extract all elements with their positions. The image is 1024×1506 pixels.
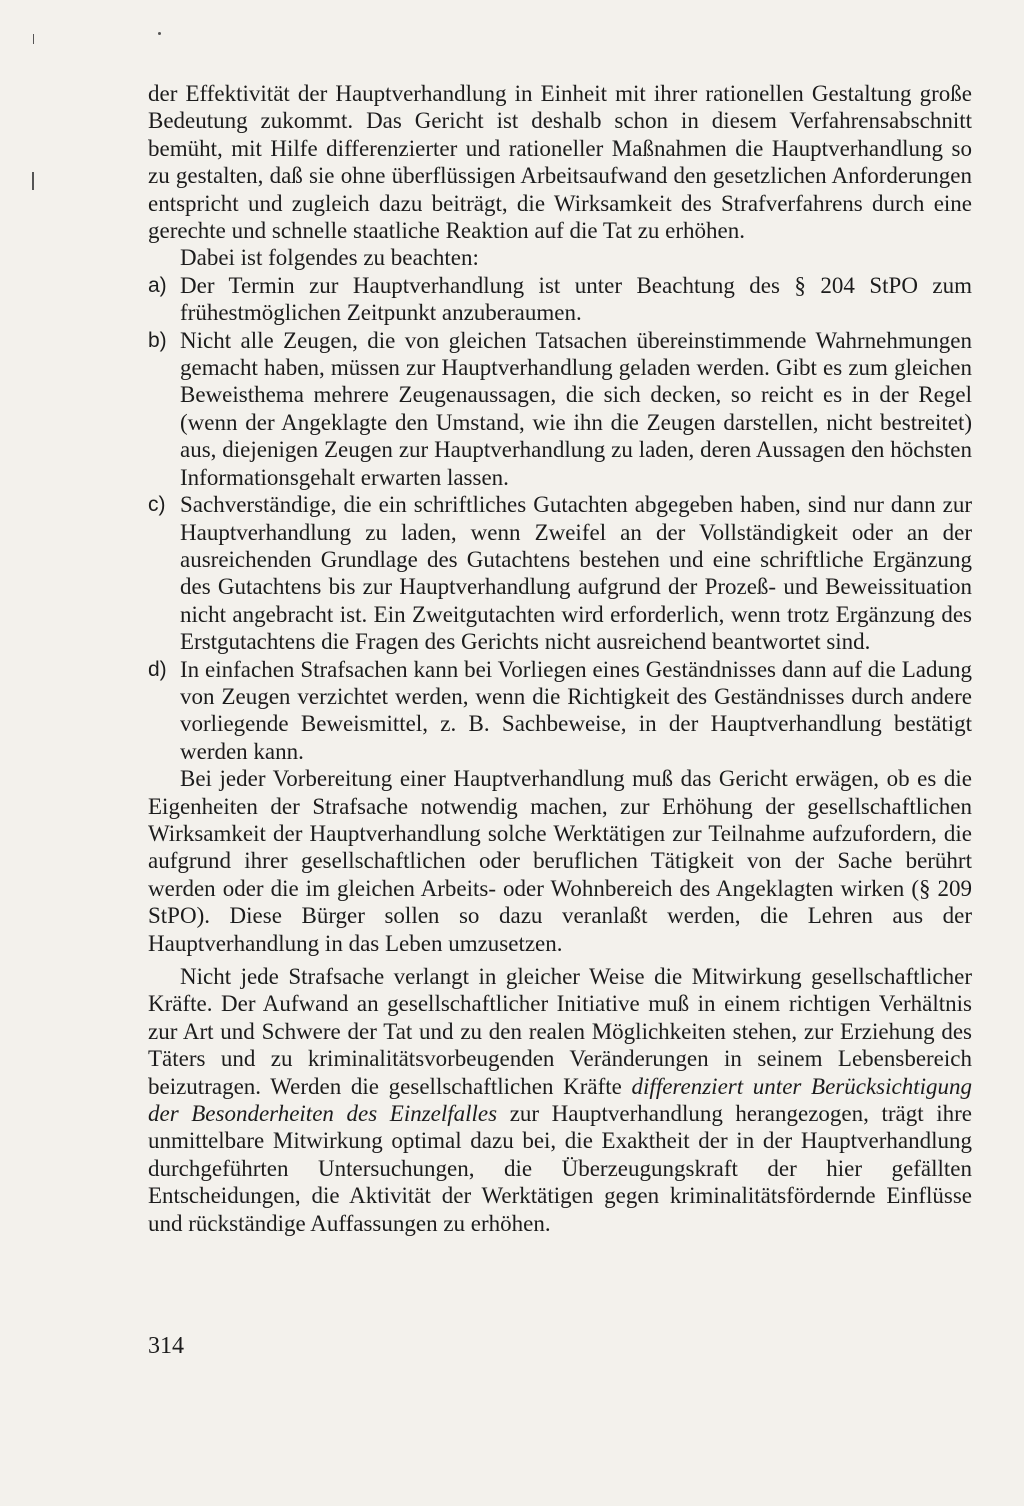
paragraph-social-forces xyxy=(148,963,972,1237)
list-item-c xyxy=(148,491,972,655)
scan-mark-dot xyxy=(158,32,161,35)
paragraph-text-part: Nicht jede Strafsache verlangt in gleicher Weise die Mitwirkung gesellschaftlicher Kräfte. Der Aufwand an gesellschaftlicher Initiative muß in einem richtigen Verhältnis zur Art und Schwere der Tat und zu den realen Möglichkeiten stehen, zur Erziehung des Täters und zu kriminalitätsvorbeugenden Veränderungen in seinem Lebensbereich beizutragen. Werden die gesellschaftlichen Kräfte xyxy=(148,964,972,1099)
requirement-list xyxy=(148,272,972,765)
list-item-text: In einfachen Strafsachen kann bei Vorliegen eines Geständnisses dann auf die Ladung von Zeugen verzichtet werden, wenn die Richtigkeit des Geständnisses durch andere vorliegende Beweismittel, z. B. Sachbeweise, in der Hauptverhandlung bestätigt werden kann. xyxy=(180,656,972,764)
document-page xyxy=(148,80,972,1237)
paragraph-participation: Bei jeder Vorbereitung einer Hauptverhandlung muß das Gericht erwägen, ob es die Eigenheiten der Strafsache notwendig machen, zur Erhöhung der gesellschaftlichen Wirksamkeit der Hauptverhandlung solche Werktätigen zur Teilnahme aufzufordern, die aufgrund ihrer gesellschaftlichen oder beruflichen Tätigkeit von der Sache berührt werden oder die im gleichen Arbeits- oder Wohnbereich des Angeklagten wirken (§ 209 StPO). Diese Bürger sollen so dazu veranlaßt werden, die Lehren aus der Hauptverhandlung in das Leben umzusetzen. xyxy=(148,766,972,956)
list-item-a xyxy=(148,272,972,327)
scan-mark-line xyxy=(32,172,34,190)
list-item-text: Der Termin zur Hauptverhandlung ist unter Beachtung des § 204 StPO zum frühestmöglichen Zeitpunkt anzuberaumen. xyxy=(180,272,972,326)
list-marker: c) xyxy=(148,493,166,517)
list-intro: Dabei ist folgendes zu beachten: xyxy=(180,245,479,271)
list-item-text: Nicht alle Zeugen, die von gleichen Tatsachen übereinstimmende Wahrnehmungen gemacht haben, müssen zur Hauptverhandlung geladen werden. Gibt es zum gleichen Beweisthema mehrere Zeugenaussagen, die sich decken, so reicht es in der Regel (wenn der Angeklagte den Umstand, wie ihn die Zeugen darstellen, nicht bestreitet) aus, diejenigen Zeugen zur Hauptverhandlung zu laden, deren Aussagen den höchsten Informationsgehalt erwarten lassen. xyxy=(180,327,972,490)
scan-mark-top xyxy=(33,34,34,44)
list-item-d xyxy=(148,656,972,766)
list-item-text: Sachverständige, die ein schriftliches Gutachten abgegeben haben, sind nur dann zur Hauptverhandlung zu laden, wenn Zweifel an der Vollständigkeit oder an der ausreichenden Grundlage des Gutachtens bestehen und eine schriftliche Ergänzung des Gutachtens bis zur Hauptverhandlung aufgrund der Prozeß- und Beweissituation nicht angebracht ist. Ein Zweitgutachten wird erforderlich, wenn trotz Ergänzung des Erstgutachtens die Fragen des Gerichts nicht ausreichend beantwortet sind. xyxy=(180,492,972,655)
list-marker: b) xyxy=(148,328,167,352)
emphasis-text: differenziert unter Berücksichtigung der Besonderheiten des Einzelfalles xyxy=(148,1073,972,1127)
list-marker: a) xyxy=(148,273,167,297)
list-item-b xyxy=(148,327,972,491)
page-number: 314 xyxy=(148,1333,184,1359)
list-marker: d) xyxy=(148,657,167,681)
paragraph-text-part: zur Hauptverhandlung herangezogen, trägt ihre unmittelbare Mitwirkung optimal dazu bei, die Exaktheit der in der Hauptverhandlung durchgeführten Untersuchungen, die Überzeugungskraft der hier gefällten Entscheidungen, die Aktivität der Werktätigen gegen kriminalitätsfördernde Einflüsse und rückständige Auffassungen zu erhöhen. xyxy=(148,1101,972,1236)
intro-paragraph: der Effektivität der Hauptverhandlung in Einheit mit ihrer rationellen Gestaltung große Bedeutung zukommt. Das Gericht ist deshalb schon in diesem Verfahrensabschnitt bemüht, mit Hilfe differenzierter und rationeller Maßnahmen die Hauptverhandlung so zu gestalten, daß sie ohne überflüssigen Arbeitsaufwand den gesetzlichen Anforderungen entspricht und zugleich dazu beiträgt, die Wirksamkeit des Strafverfahrens durch eine gerechte und schnelle staatliche Reaktion auf die Tat zu erhöhen. xyxy=(148,81,972,244)
